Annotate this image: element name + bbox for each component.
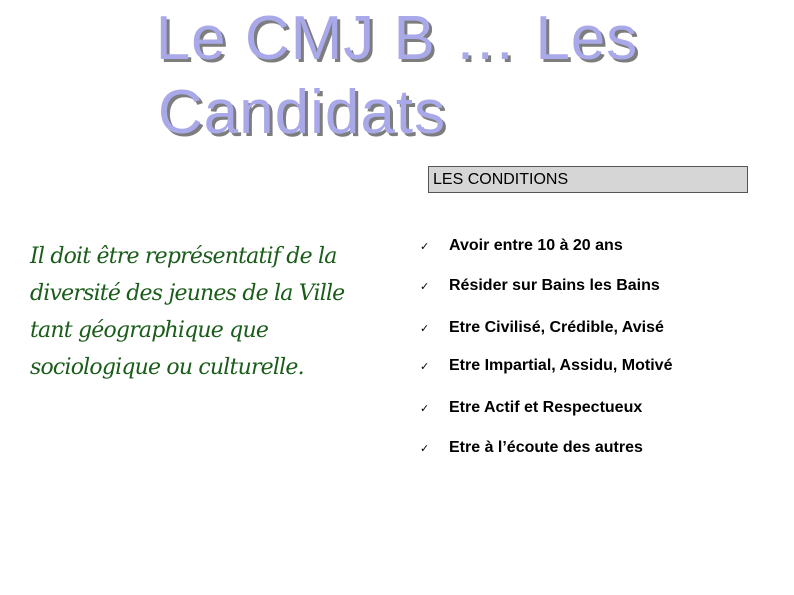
check-icon: ✓ [420,281,430,293]
check-icon: ✓ [420,361,430,373]
condition-label: Etre Civilisé, Crédible, Avisé [449,319,664,336]
check-icon: ✓ [420,403,430,415]
check-icon: ✓ [420,443,430,455]
description-text: Il doit être représentatif de la diversité des jeunes de la Ville tant géographique que sociologique ou culturelle. [30,244,345,380]
check-icon: ✓ [420,323,430,335]
slide-title-line-2: Candidats [157,78,447,147]
slide-title-line-1: Le CMJ B … Les [155,4,639,73]
condition-label: Etre à l’écoute des autres [449,439,643,456]
condition-label: Etre Actif et Respectueux [449,399,643,416]
condition-label: Avoir entre 10 à 20 ans [449,237,623,254]
conditions-header: LES CONDITIONS [428,166,748,193]
condition-label: Etre Impartial, Assidu, Motivé [449,357,673,374]
condition-label: Résider sur Bains les Bains [449,277,660,294]
slide-title [0,2,794,150]
check-icon: ✓ [420,241,430,253]
